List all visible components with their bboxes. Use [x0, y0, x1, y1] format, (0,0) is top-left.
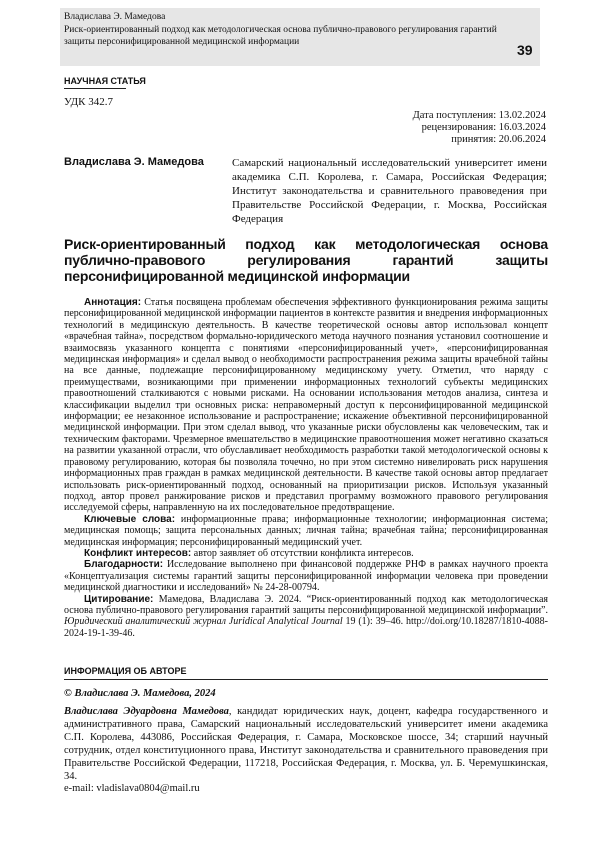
- udk-code: УДК 342.7: [64, 96, 114, 108]
- author-info-text: [64, 705, 548, 783]
- author-affiliation: Самарский национальный исследовательский университет имени академика С.П. Королева, г. Самара, Российская Федерация; Институт законодательства и сравнительного правоведения при Правительстве Российской Федерации, г. Москва, Российская Федерация: [232, 157, 547, 225]
- acknowledgments-paragraph: [64, 559, 548, 593]
- conflict-label: Конфликт интересов:: [84, 547, 192, 559]
- conflict-text: автор заявляет об отсутствии конфликта интересов.: [193, 547, 414, 559]
- author-name: Владислава Э. Мамедова: [64, 156, 204, 168]
- keywords-label: Ключевые слова:: [84, 513, 176, 525]
- abstract-text: Статья посвящена проблемам обеспечения эффективного функционирования режима защиты персонифицированной медицинской информации пациентов в контексте развития и внедрения информационных технологий в медицинскую деятельность. В качестве теоретической основы автор использовал концепт «врачебная тайна», посредством формально-юридического метода научного познания установил соотношение и взаимосвязь указанного концепта с понятиями «персонифицированный учет», «персонифицированная медицинская информация» и сделал вывод о необходимости распространения режима защиты врачебной тайны на все данные, подлежащие персонифицированному медицинскому учету. Отметил, что наряду с преимуществами, возникающими при применении информационных технологий субъекты медицинских правоотношений сталкиваются с новыми рисками. На основании использования методов анализа, синтеза и классификации выделил три основных риска: неправомерный доступ к персонифицированной медицинской информации; ее незаконное использование и распространение; искажение объективной персонифицированной медицинской информации. При этом сделал вывод, что указанные риски обусловлены как человеческим, так и техническим факторами. Чрезмерное вмешательство в медицинские правоотношения может негативно сказаться на развитии указанной отрасли, что обуславливает необходимость разработки такой методологической основы к правовому регулированию, которая бы позволяла точечно, но при этом системно нивелировать риск нарушения информационных прав граждан в рамках медицинской деятельности. В качестве такой основы автор предлагает использовать риск-ориентированный подход, основанный на приоритизации рисков. Используя указанный подход, автор провел ранжирование рисков и представил программу возможного правового регулирования исследуемой сферы, направленную на их последовательное предотвращение.: [64, 297, 548, 514]
- citation-paragraph: [64, 594, 548, 640]
- author-info-label: ИНФОРМАЦИЯ ОБ АВТОРЕ: [64, 666, 187, 676]
- abstract-paragraph: [64, 297, 548, 514]
- author-details: , кандидат юридических наук, доцент, кафедра государственного и административного права, Самарский национальный исследовательский университет имени академика С.П. Королева, 443086, Российская Федерация, г. Самара, Московское шоссе, 34; старший научный сотрудник, отдел конституционного права, Институт законодательства и сравнительного правоведения при Правительстве Российской Федерации, 117218, Российская Федерация, г. Москва, ул. Б. Черемушкинская, 34.: [64, 706, 548, 782]
- date-accepted: принятия: 20.06.2024: [451, 134, 546, 145]
- citation-doi: 19 (1): 39–46. http://doi.org/10.18287/1810-4088-2024-19-1-39-46.: [64, 616, 549, 639]
- date-reviewed: рецензирования: 16.03.2024: [421, 122, 546, 133]
- section-label: НАУЧНАЯ СТАТЬЯ: [64, 76, 146, 86]
- acknowledgments-label: Благодарности:: [84, 559, 164, 571]
- citation-text: Мамедова, Владислава Э. 2024. “Риск-ориентированный подход как методологическая основа публично-правового регулирования гарантий защиты персонифицированной медицинской информации”.: [64, 593, 549, 616]
- author-email: e-mail: vladislava0804@mail.ru: [64, 783, 200, 794]
- abstract-label: Аннотация:: [84, 297, 142, 308]
- author-full-name: Владислава Эдуардовна Мамедова: [64, 706, 229, 717]
- date-received: Дата поступления: 13.02.2024: [412, 110, 546, 121]
- article-title: Риск-ориентированный подход как методологическая основа публично-правового регулирования гарантий защиты персонифицированной медицинской информации: [64, 236, 548, 284]
- page-number: 39: [517, 42, 533, 58]
- abstract-block: [64, 297, 548, 639]
- section-underline: [64, 88, 126, 89]
- citation-journal: Юридический аналитический журнал Juridical Analytical Journal: [64, 616, 343, 628]
- author-info-rule: [64, 679, 548, 680]
- keywords-paragraph: [64, 514, 548, 548]
- citation-label: Цитирование:: [84, 593, 154, 605]
- keywords-text: информационные права; информационные технологии; информационная система; медицинская помощь; защита персональных данных; личная тайна; врачебная тайна; персонифицированная медицинская информация; персонифицированный медицинский учет.: [64, 513, 549, 548]
- running-header-title: Риск-ориентированный подход как методологическая основа публично-правового регулирования гарантий защиты персонифицированной медицинской информации: [64, 25, 497, 47]
- article-dates: [413, 110, 546, 146]
- copyright-line: © Владислава Э. Мамедова, 2024: [64, 688, 216, 699]
- acknowledgments-text: Исследование выполнено при финансовой поддержке РНФ в рамках научного проекта «Концептуализация системы гарантий защиты персонифицированной информации человека при проведении медицинской диагностики и исследований» № 24-28-00794.: [64, 559, 549, 594]
- conflict-paragraph: [64, 548, 548, 559]
- running-header-author: Владислава Э. Мамедова: [64, 12, 166, 22]
